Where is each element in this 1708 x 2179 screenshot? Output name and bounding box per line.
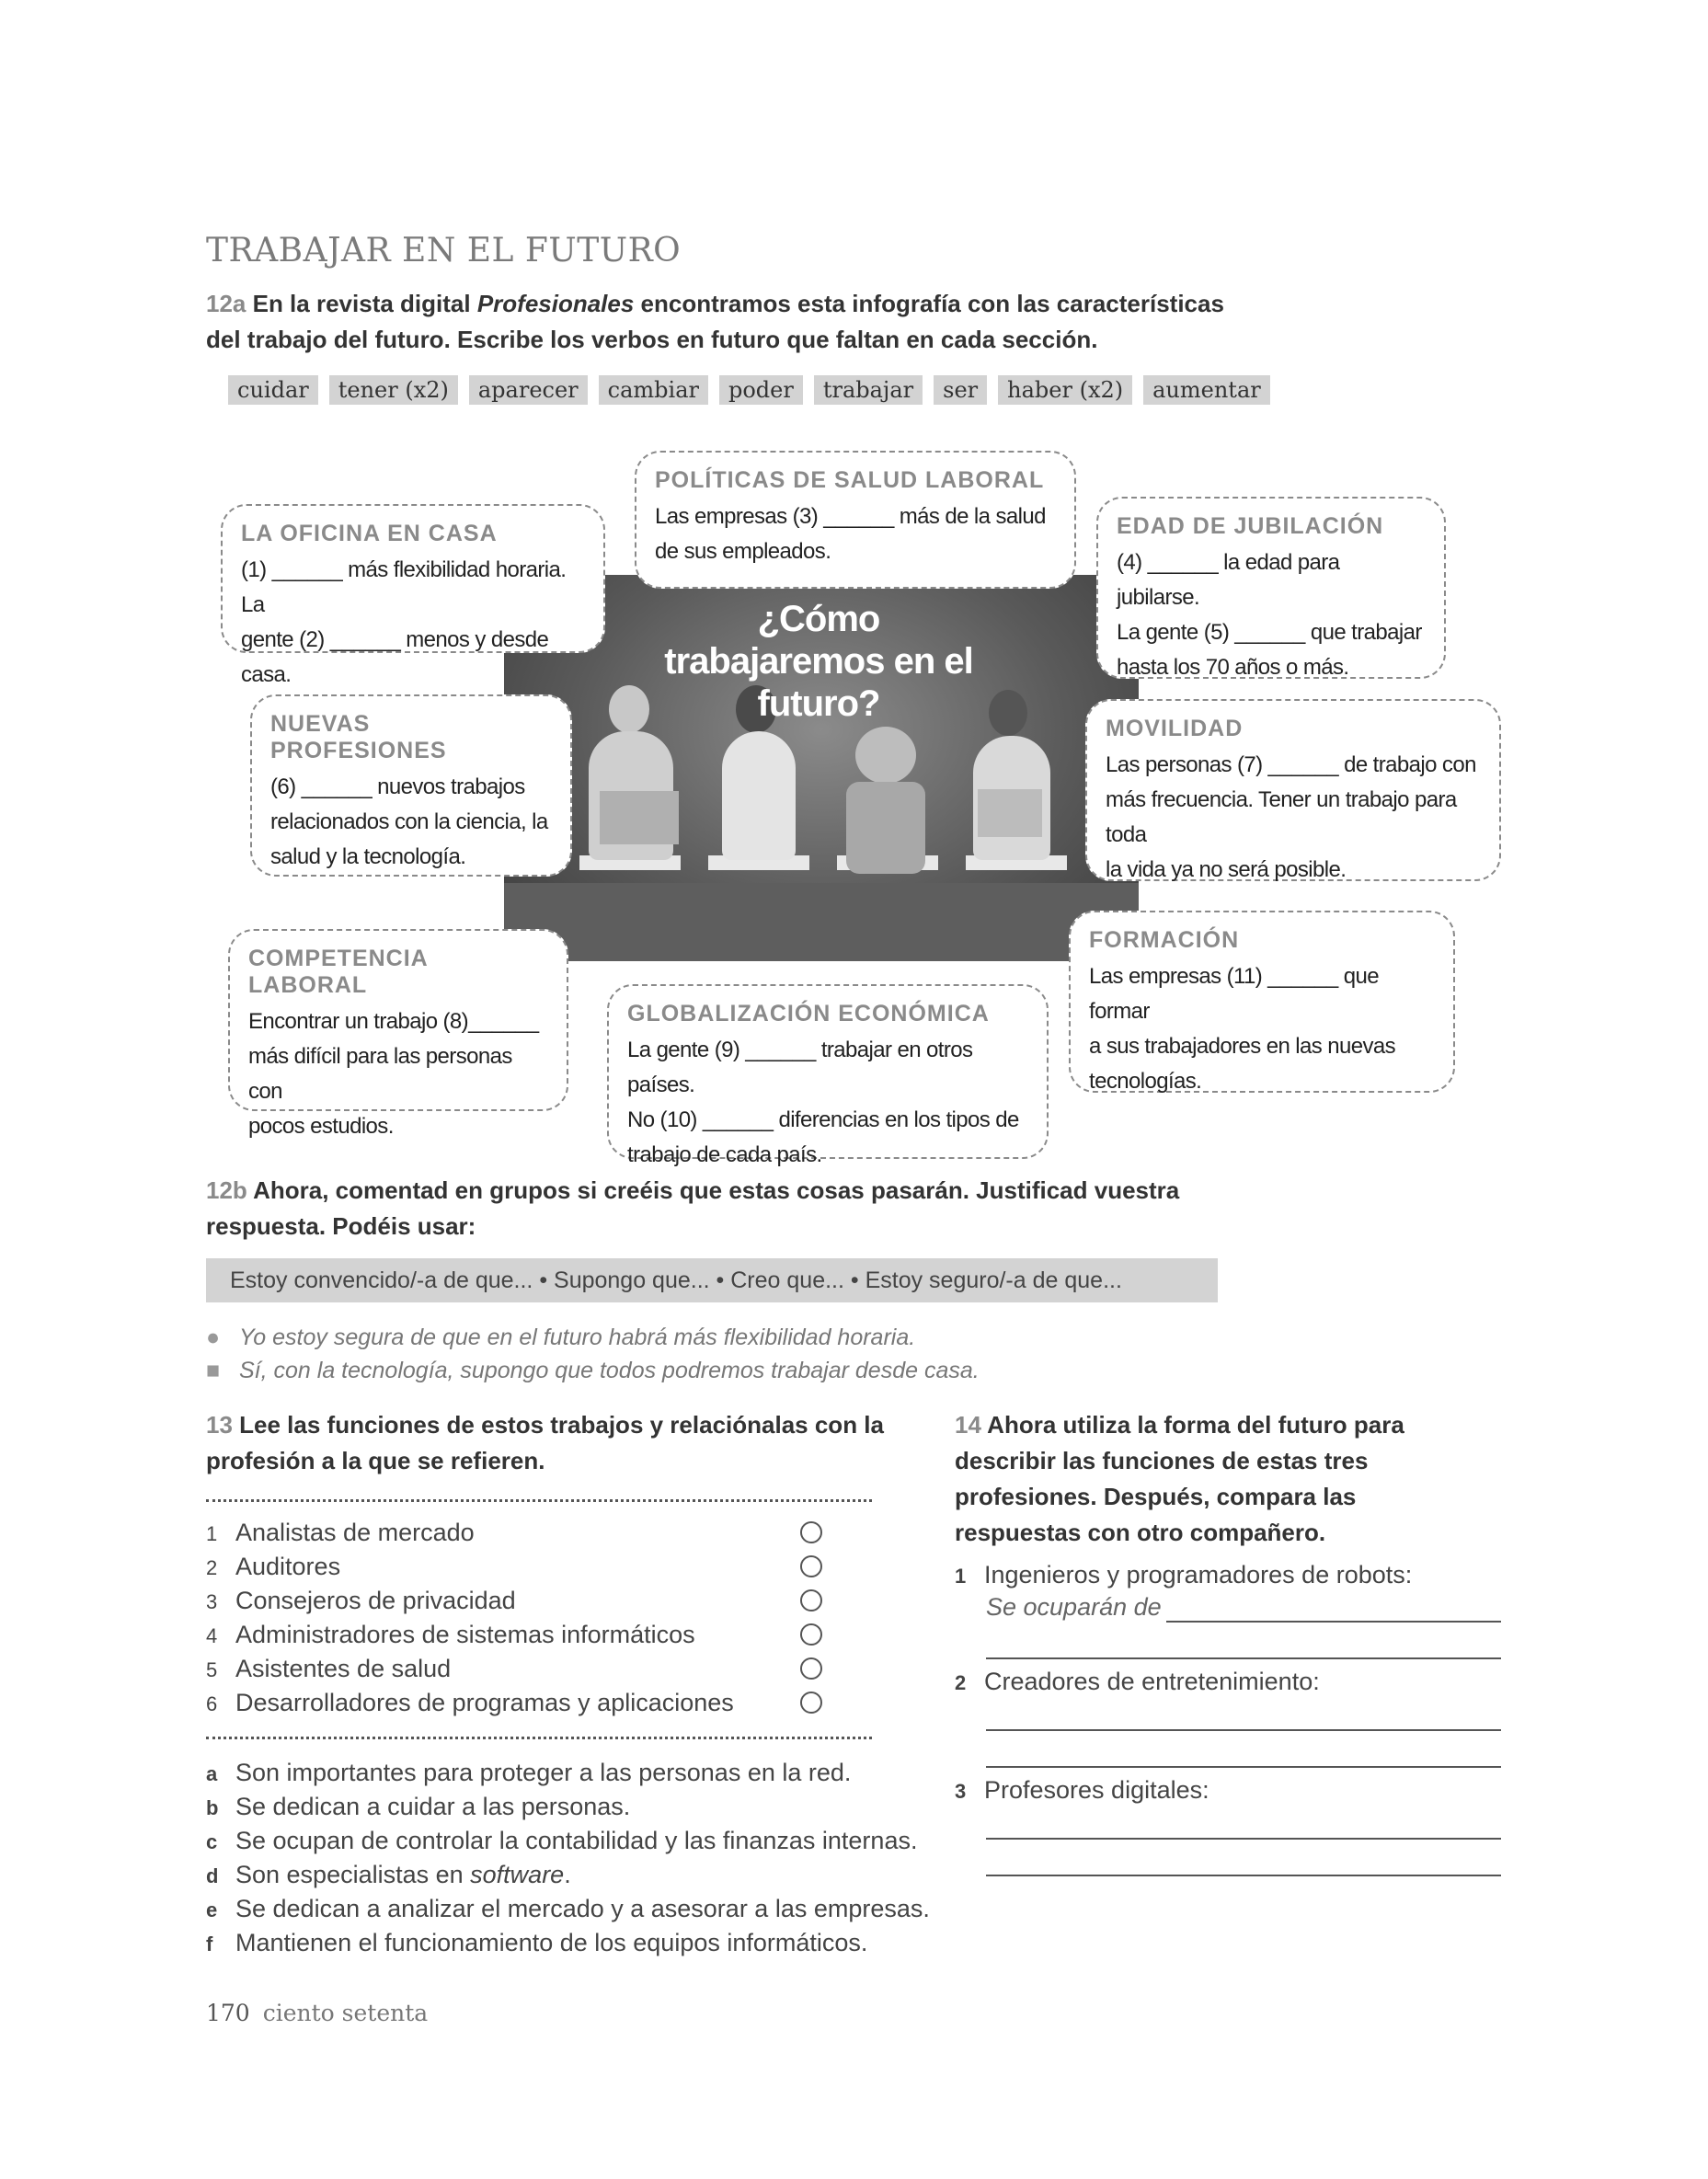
page-number: 170 — [206, 2000, 250, 2026]
answer-circle[interactable] — [800, 1589, 822, 1611]
answer-circle[interactable] — [800, 1555, 822, 1577]
box-title: LA OFICINA EN CASA — [241, 521, 498, 546]
box-competencia-laboral — [228, 929, 568, 1139]
page-number-text: ciento setenta — [262, 2000, 429, 2026]
word-bank-item: poder — [719, 375, 803, 405]
exercise-12a-instructions: 12a En la revista digital Profesionales encontramos esta infografía con las características del trabajo del futuro. Escribe los verbos en futuro que faltan en cada sección. — [206, 290, 1224, 353]
profession-item: 4 Administradores de sistemas informáticos — [206, 1621, 695, 1648]
box-text: Encontrar un trabajo (8)______ más difícil para las personas con pocos estudios. — [248, 1009, 539, 1139]
woman-figure — [722, 731, 796, 860]
box-title: NUEVAS PROFESIONES — [270, 711, 447, 763]
exercise-13-instructions: 13 Lee las funciones de estos trabajos y relaciónalas con la profesión a la que se refieren. — [206, 1411, 884, 1474]
answer-line[interactable] — [1166, 1621, 1501, 1623]
box-text: La gente (9) ______ trabajar en otros países. No (10) ______ diferencias en los tipos de trabajo de cada país. — [627, 1038, 1019, 1167]
function-item: b Se dedican a cuidar a las personas. — [206, 1793, 631, 1820]
word-bank-item: aparecer — [469, 375, 588, 405]
profession-item: 1 Analistas de mercado — [206, 1519, 475, 1546]
word-bank-item: ser — [934, 375, 987, 405]
infographic-title: ¿Cómo trabajaremos en el futuro? — [664, 599, 973, 724]
robot-head — [855, 727, 916, 784]
box-title: MOVILIDAD — [1106, 716, 1244, 741]
box-text: Las empresas (3) ______ más de la salud de sus empleados. — [655, 504, 1046, 564]
profession-item: 5 Asistentes de salud — [206, 1655, 452, 1682]
answer-line[interactable] — [986, 1766, 1501, 1768]
answer-line[interactable] — [986, 1875, 1501, 1876]
answer-line[interactable] — [986, 1729, 1501, 1731]
profession-item: 3 Consejeros de privacidad — [206, 1587, 516, 1614]
box-title: FORMACIÓN — [1089, 927, 1240, 953]
word-bank-item: haber (x2) — [998, 375, 1132, 405]
answer-circle[interactable] — [800, 1657, 822, 1680]
page-title: TRABAJAR EN EL FUTURO — [206, 232, 682, 270]
box-oficina-en-casa — [221, 504, 605, 687]
profession-item: 3 Profesores digitales: — [955, 1776, 1209, 1804]
exercise-12b-instructions: 12b Ahora, comentad en grupos si creéis que estas cosas pasarán. Justificad vuestra respuesta. Podéis usar: — [206, 1176, 1180, 1240]
box-text: Las empresas (11) ______ que formar a sus trabajadores en las nuevas tecnologías. — [1089, 964, 1396, 1094]
profession-item: 6 Desarrolladores de programas y aplicaciones — [206, 1689, 734, 1716]
example-line: ● Yo estoy segura de que en el futuro habrá más flexibilidad horaria. — [206, 1325, 916, 1350]
square-bullet-icon: ■ — [206, 1358, 221, 1383]
exercise-number: 12a — [206, 290, 246, 317]
box-formacion — [1069, 911, 1455, 1093]
box-text: (1) ______ más flexibilidad horaria. La gente (2) ______ menos y desde casa. — [241, 557, 567, 687]
box-globalizacion-economica — [607, 984, 1049, 1167]
woman-figure-head — [989, 690, 1027, 736]
function-item: e Se dedican a analizar el mercado y a asesorar a las empresas. — [206, 1895, 930, 1922]
box-movilidad — [1085, 699, 1501, 881]
profession-item: 1 Ingenieros y programadores de robots: — [955, 1561, 1413, 1588]
function-item: d Son especialistas en software. — [206, 1861, 571, 1888]
function-item: f Mantienen el funcionamiento de los equipos informáticos. — [206, 1929, 868, 1956]
box-text: (4) ______ la edad para jubilarse. La gente (5) ______ que trabajar hasta los 70 años o más. — [1117, 550, 1422, 680]
dotted-divider — [206, 1737, 872, 1739]
robot-figure — [846, 782, 925, 874]
answer-circle[interactable] — [800, 1521, 822, 1543]
function-item: a Son importantes para proteger a las personas en la red. — [206, 1759, 852, 1786]
word-bank-item: tener (x2) — [329, 375, 458, 405]
exercise-number: 13 — [206, 1411, 233, 1439]
answer-circle[interactable] — [800, 1623, 822, 1646]
box-title: GLOBALIZACIÓN ECONÓMICA — [627, 1001, 990, 1026]
tablet — [978, 789, 1042, 837]
word-bank-item: cambiar — [599, 375, 708, 405]
box-text: (6) ______ nuevos trabajos relacionados con la ciencia, la salud y la tecnología. — [270, 774, 548, 869]
box-edad-jubilacion — [1096, 497, 1446, 679]
word-bank-item: trabajar — [814, 375, 923, 405]
box-title: EDAD DE JUBILACIÓN — [1117, 513, 1384, 539]
box-title: POLÍTICAS DE SALUD LABORAL — [655, 467, 1045, 493]
page-footer — [206, 2000, 428, 2026]
exercise-14-instructions: 14 Ahora utiliza la forma del futuro para describir las funciones de estas tres profesiones. Después, compara las respuestas con otro compañero. — [955, 1411, 1404, 1546]
box-politicas-salud-laboral — [635, 451, 1076, 589]
photo-floor — [504, 883, 1139, 961]
circle-bullet-icon: ● — [206, 1325, 221, 1350]
word-bank-item: cuidar — [228, 375, 318, 405]
dotted-divider — [206, 1499, 872, 1502]
laptop — [600, 791, 679, 844]
box-text: Las personas (7) ______ de trabajo con más frecuencia. Tener un trabajo para toda la vida ya no será posible. — [1106, 752, 1476, 882]
profession-item: 2 Creadores de entretenimiento: — [955, 1668, 1320, 1695]
magazine-name: Profesionales — [476, 290, 635, 317]
useful-expressions-bar: Estoy convencido/-a de que... • Supongo que... • Creo que... • Estoy seguro/-a de que... — [206, 1258, 1218, 1302]
answer-line[interactable] — [986, 1838, 1501, 1840]
answer-circle[interactable] — [800, 1692, 822, 1714]
exercise-number: 14 — [955, 1411, 981, 1439]
answer-hint: Se ocuparán de — [986, 1593, 1162, 1621]
exercise-number: 12b — [206, 1176, 247, 1204]
word-bank-item: aumentar — [1143, 375, 1270, 405]
function-item: c Se ocupan de controlar la contabilidad y las finanzas internas. — [206, 1827, 918, 1854]
box-title: COMPETENCIA LABORAL — [248, 946, 428, 998]
profession-item: 2 Auditores — [206, 1553, 341, 1580]
example-line: ■ Sí, con la tecnología, supongo que todos podremos trabajar desde casa. — [206, 1358, 980, 1383]
box-nuevas-profesiones — [250, 694, 572, 877]
answer-line[interactable] — [986, 1657, 1501, 1659]
word-bank — [228, 375, 1270, 405]
